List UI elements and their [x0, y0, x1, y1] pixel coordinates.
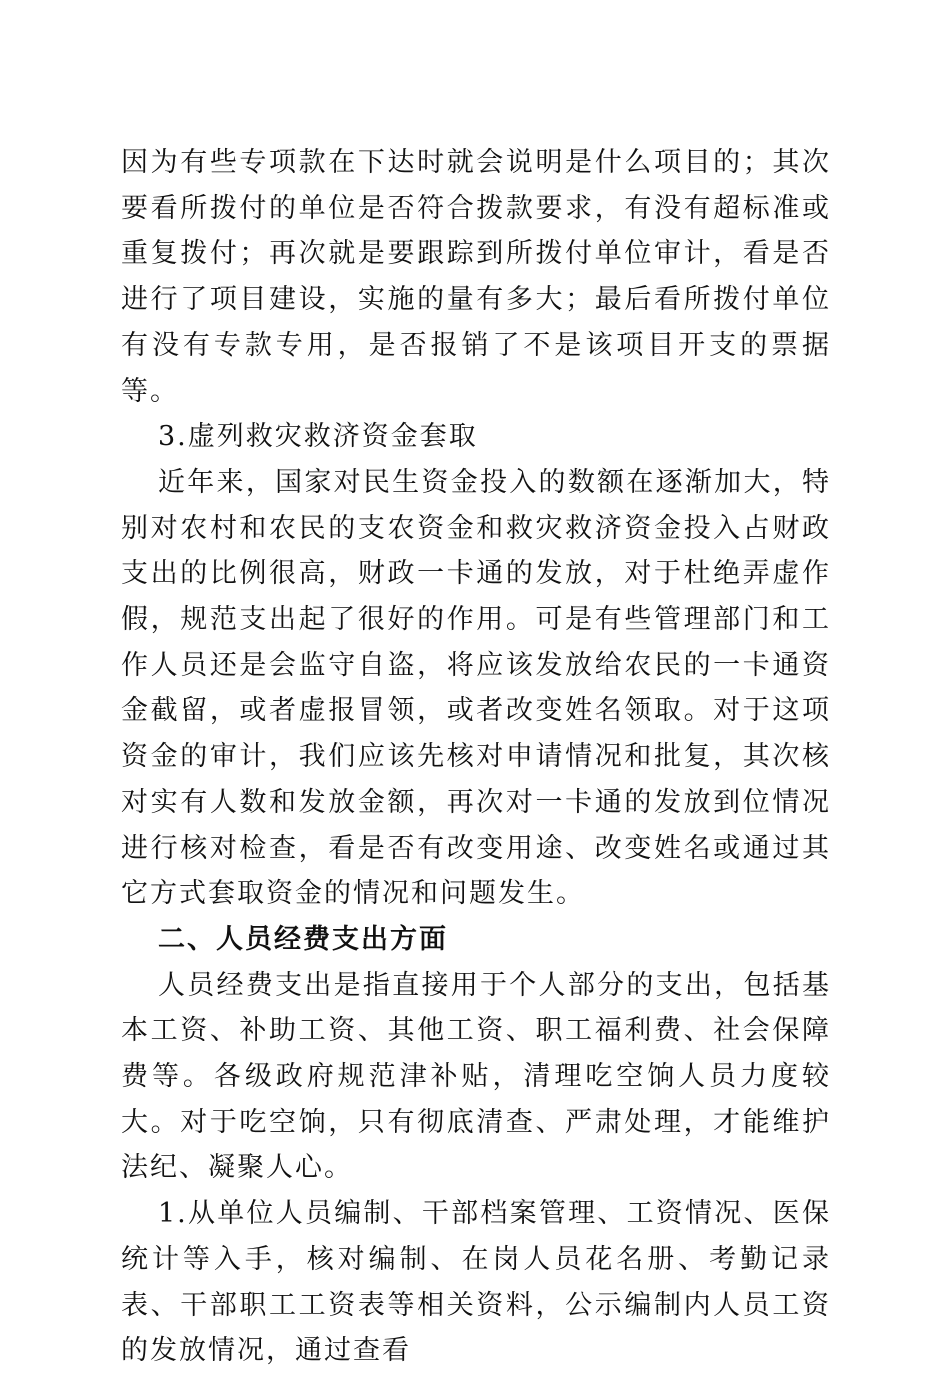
body-paragraph: 近年来，国家对民生资金投入的数额在逐渐加大，特别对农村和农民的支农资金和救灾救济资金投入占财政支出的比例很高，财政一卡通的发放，对于杜绝弄虚作假，规范支出起了很好的作用。可是有些管理部门和工作人员还是会监守自盗，将应该发放给农民的一卡通资金截留，或者虚报冒领，或者改变姓名领取。对于这项资金的审计，我们应该先核对申请情况和批复，其次核对实有人数和发放金额，再次对一卡通的发放到位情况进行核对检查，看是否有改变用途、改变姓名或通过其它方式套取资金的情况和问题发生。	[121, 466, 831, 910]
body-paragraph: 人员经费支出是指直接用于个人部分的支出，包括基本工资、补助工资、其他工资、职工福利费、社会保障费等。各级政府规范津补贴，清理吃空饷人员力度较大。对于吃空饷，只有彻底清查、严肃处理，才能维护法纪、凝聚人心。	[121, 969, 831, 1184]
body-paragraph-continued: 因为有些专项款在下达时就会说明是什么项目的；其次要看所拨付的单位是否符合拨款要求，有没有超标准或重复拨付；再次就是要跟踪到所拨付单位审计，看是否进行了项目建设，实施的量有多大；最后看所拨付单位有没有专款专用，是否报销了不是该项目开支的票据等。	[121, 147, 831, 407]
document-page	[121, 140, 831, 1374]
subheading-3: 3.虚列救灾救济资金套取	[158, 421, 478, 453]
section-heading: 二、人员经费支出方面	[158, 923, 448, 955]
subheading-1: 1.从单位人员编制、干部档案管理、工资情况、医保统计等入手，核对编制、在岗人员花名册、考勤记录表、干部职工工资表等相关资料，公示编制内人员工资的发放情况，通过查看	[121, 1198, 831, 1367]
